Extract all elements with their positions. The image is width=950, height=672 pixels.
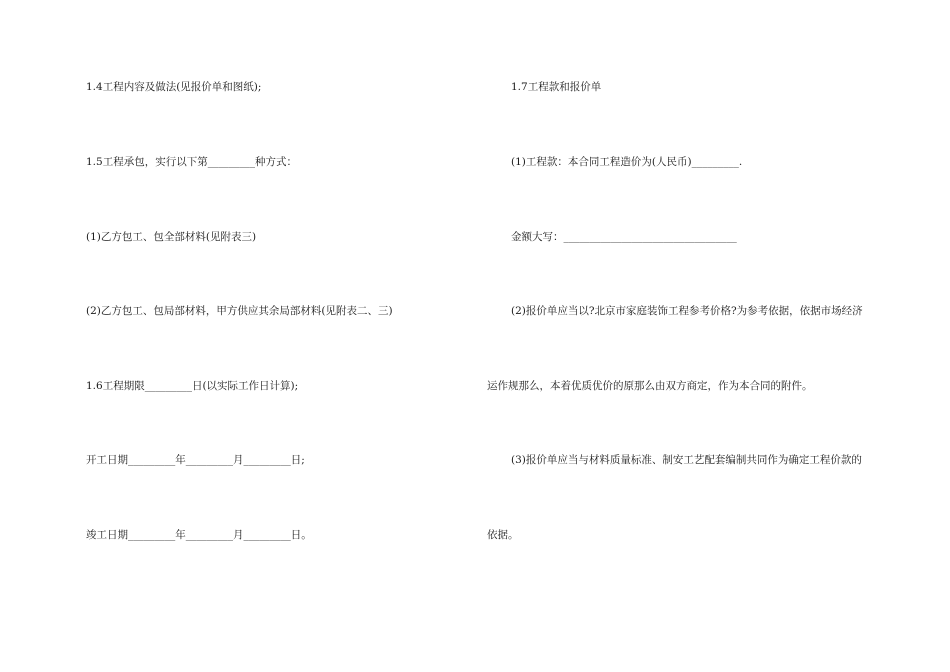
contract-option-2: (2)乙方包工、包局部材料，甲方供应其余局部材料(见附表二、三) — [86, 305, 393, 317]
payment-item-2-line-2: 运作规那么，本着优质优价的原那么由双方商定，作为本合同的附件。 — [487, 380, 813, 392]
payment-item-3-line-1: (3)报价单应当与材料质量标准、制安工艺配套编制共同作为确定工程价款的 — [511, 454, 862, 466]
end-date-line: 竣工日期_________年_________月_________日。 — [86, 529, 312, 541]
clause-1-4-work-content: 1.4工程内容及做法(见报价单和图纸); — [86, 81, 262, 93]
contract-option-1: (1)乙方包工、包全部材料(见附表三) — [86, 231, 257, 243]
payment-item-2-line-1: (2)报价单应当以?北京市家庭装饰工程参考价格?为参考依据，依据市场经济 — [511, 305, 863, 317]
payment-item-3-line-2: 依据。 — [487, 529, 519, 541]
clause-1-6-work-period: 1.6工程期限_________日(以实际工作日计算); — [86, 380, 299, 392]
start-date-line: 开工日期_________年_________月_________日; — [86, 454, 305, 466]
clause-1-7-payment-quotation: 1.7工程款和报价单 — [511, 81, 602, 93]
clause-1-5-contract-mode: 1.5工程承包，实行以下第_________种方式： — [86, 156, 297, 168]
amount-in-words-line: 金额大写：_________________________________ — [511, 231, 737, 243]
payment-item-1: (1)工程款：本合同工程造价为(人民币)_________. — [511, 156, 743, 168]
